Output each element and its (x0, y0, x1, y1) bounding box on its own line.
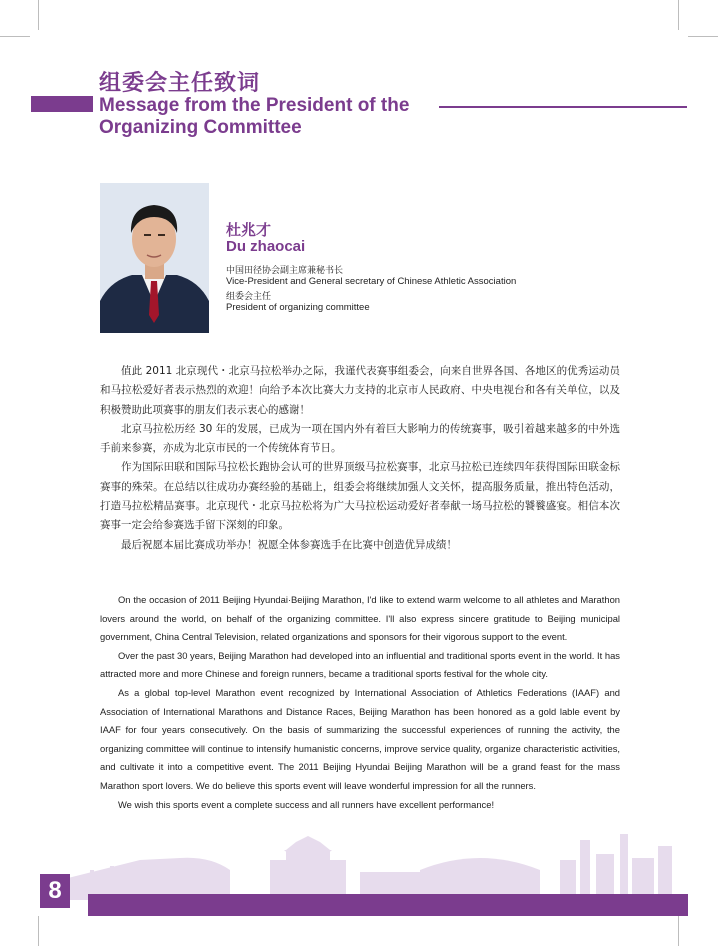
crop-mark (688, 36, 718, 37)
paragraph-en: Over the past 30 years, Beijing Marathon had developed into an influential and traditional sports event in the world. It has attracted more and more Chinese and foreign runners, became a traditional sports festival for the whole city. (100, 649, 620, 680)
paragraph-en: We wish this sports event a complete success and all runners have excellent performance! (118, 798, 495, 810)
person-name-en: Du zhaocai (226, 238, 306, 255)
person-title: 中国田径协会副主席兼秘书长 (226, 266, 344, 276)
paragraph-cn: 最后祝愿本届比赛成功举办！祝愿全体参赛选手在比赛中创造优异成绩！ (121, 538, 457, 551)
crop-mark (0, 36, 30, 37)
title-rule (439, 106, 687, 108)
page-number: 8 (40, 874, 70, 908)
english-body (100, 591, 620, 814)
person-title: Vice-President and General secretary of Chinese Athletic Association (226, 276, 517, 287)
crop-mark (678, 0, 679, 30)
page-title-cn: 组委会主任致词 (99, 71, 261, 96)
paragraph-en: On the occasion of 2011 Beijing Hyundai·Beijing Marathon, I'd like to extend warm welcome to all athletes and Marathon lovers around the world, on behalf of the organizing committee. I'll also express sincere gratitude to Beijing municipal government, China Central Television, related organizations and sponsors for their vigorous support to the event. (100, 594, 620, 643)
paragraph-cn: 北京马拉松历经 30 年的发展，已成为一项在国内外有着巨大影响力的传统赛事，吸引着越来越多的中外选手前来参赛，亦成为北京市民的一个传统体育节日。 (100, 422, 620, 455)
crop-mark (38, 0, 39, 30)
person-title: 组委会主任 (226, 292, 272, 302)
portrait-photo-icon (100, 183, 209, 333)
title-accent-bar (31, 96, 93, 112)
person-name-cn: 杜兆才 (226, 221, 272, 239)
footer-bar (88, 894, 688, 916)
beijing-skyline-icon (60, 800, 688, 900)
paragraph-en: As a global top-level Marathon event recognized by International Association of Athletics Federations (IAAF) and Association of International Marathons and Distance Races, Beijing Marathon has been honored as a gold lable event by IAAF for four years consecutively. On the basis of summarizing the successful experiences of running the activity, the organizing committee will continue to intensify humanistic concerns, improve service quality, organize characteristic activities, and cultivate it into a competitive event. The 2011 Beijing Hyundai Beijing Marathon will be a grand feast for the mass Marathon sport lovers. We do believe this sports event will leave wonderful impression for all the runners. (100, 686, 620, 791)
crop-mark (678, 916, 679, 946)
person-title: President of organizing committee (226, 302, 370, 313)
paragraph-cn: 值此 2011 北京现代・北京马拉松举办之际，我谨代表赛事组委会，向来自世界各国、各地区的优秀运动员和马拉松爱好者表示热烈的欢迎！向给予本次比赛大力支持的北京市人民政府、中央电视台和各有关单位，以及积极赞助此项赛事的朋友们表示衷心的感谢！ (100, 365, 620, 416)
chinese-body (100, 362, 620, 555)
crop-mark (38, 916, 39, 946)
page-title-en: Message from the President of the Organizing Committee (99, 95, 410, 138)
paragraph-cn: 作为国际田联和国际马拉松长跑协会认可的世界顶级马拉松赛事，北京马拉松已连续四年获得国际田联金标赛事的殊荣。在总结以往成功办赛经验的基础上，组委会将继续加强人文关怀，提高服务质量，推出特色活动，打造马拉松精品赛事。北京现代・北京马拉松将为广大马拉松运动爱好者奉献一场马拉松的饕餮盛宴。相信本次赛事一定会给参赛选手留下深刻的印象。 (100, 461, 620, 532)
